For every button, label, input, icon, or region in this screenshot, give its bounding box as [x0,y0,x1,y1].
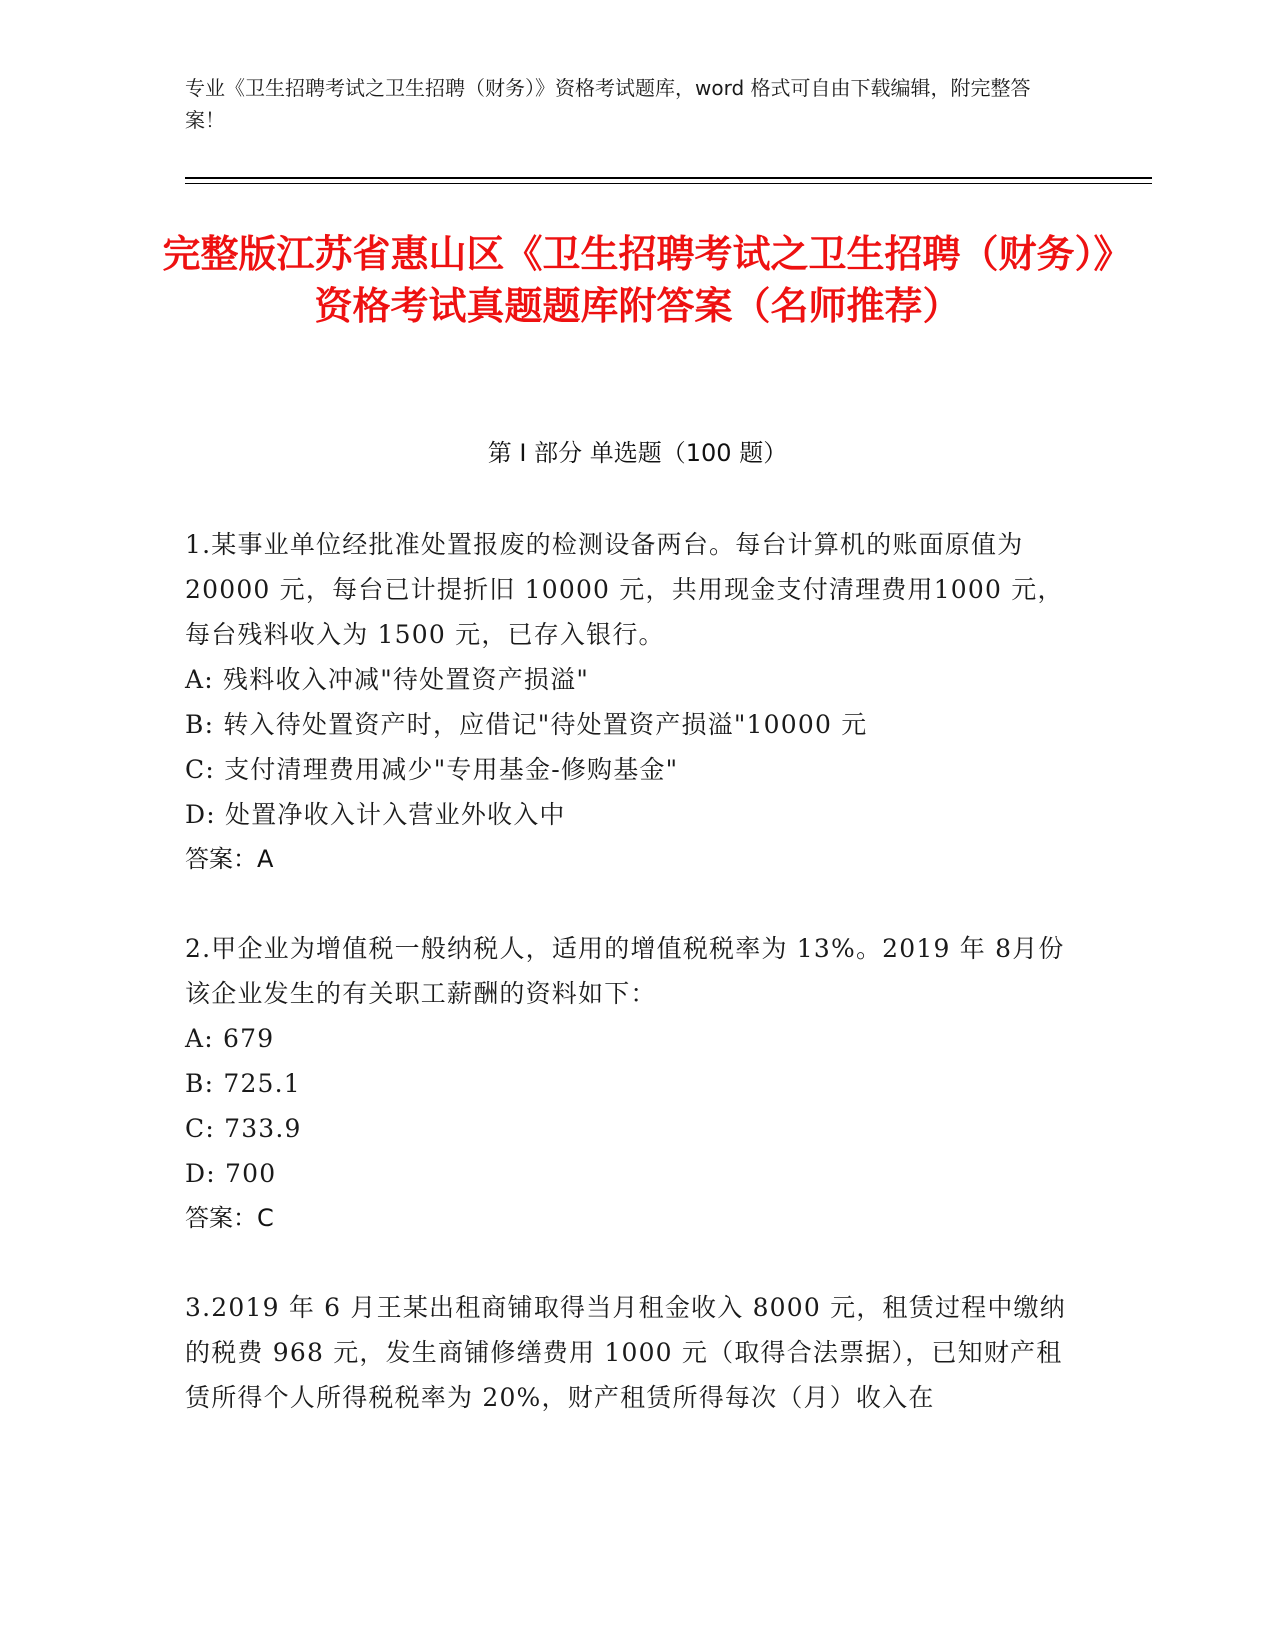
question-stem: 1.某事业单位经批准处置报废的检测设备两台。每台计算机的账面原值为 20000 元，每台已计提折旧 10000 元，共用现金支付清理费用1000 元，每台残料收入为 1500 元，已存入银行。 [185,530,1064,649]
option-a: A: 残料收入冲减"待处置资产损溢" [185,665,590,694]
question-stem: 2.甲企业为增值税一般纳税人，适用的增值税税率为 13%。2019 年 8月份该企业发生的有关职工薪酬的资料如下： [185,934,1065,1008]
answer: 答案：A [185,845,274,873]
option-b: B: 725.1 [185,1069,301,1098]
header-note: 专业《卫生招聘考试之卫生招聘（财务）》资格考试题库，word 格式可自由下载编辑，附完整答案！ [185,76,1031,132]
answer: 答案：C [185,1204,274,1232]
option-c: C: 733.9 [185,1114,302,1143]
option-a: A: 679 [185,1024,275,1053]
option-d: D: 700 [185,1159,277,1188]
option-c: C: 支付清理费用减少"专用基金-修购基金" [185,755,679,784]
question-1 [185,522,1085,882]
question-3 [185,1285,1085,1420]
section-heading: 第 I 部分 单选题（100 题） [487,439,788,467]
document-title: 完整版江苏省惠山区《卫生招聘考试之卫生招聘（财务）》资格考试真题题库附答案（名师推荐） [162,232,1113,328]
question-list [185,522,1085,1464]
option-d: D: 处置净收入计入营业外收入中 [185,800,566,829]
header-divider-thin [185,183,1152,184]
header-divider-thick [185,177,1152,179]
question-stem: 3.2019 年 6 月王某出租商铺取得当月租金收入 8000 元，租赁过程中缴纳的税费 968 元，发生商铺修缮费用 1000 元（取得合法票据），已知财产租赁所得个人所得税税率为 20%，财产租赁所得每次（月）收入在 [185,1293,1066,1412]
question-2 [185,926,1085,1241]
option-b: B: 转入待处置资产时，应借记"待处置资产损溢"10000 元 [185,710,868,739]
